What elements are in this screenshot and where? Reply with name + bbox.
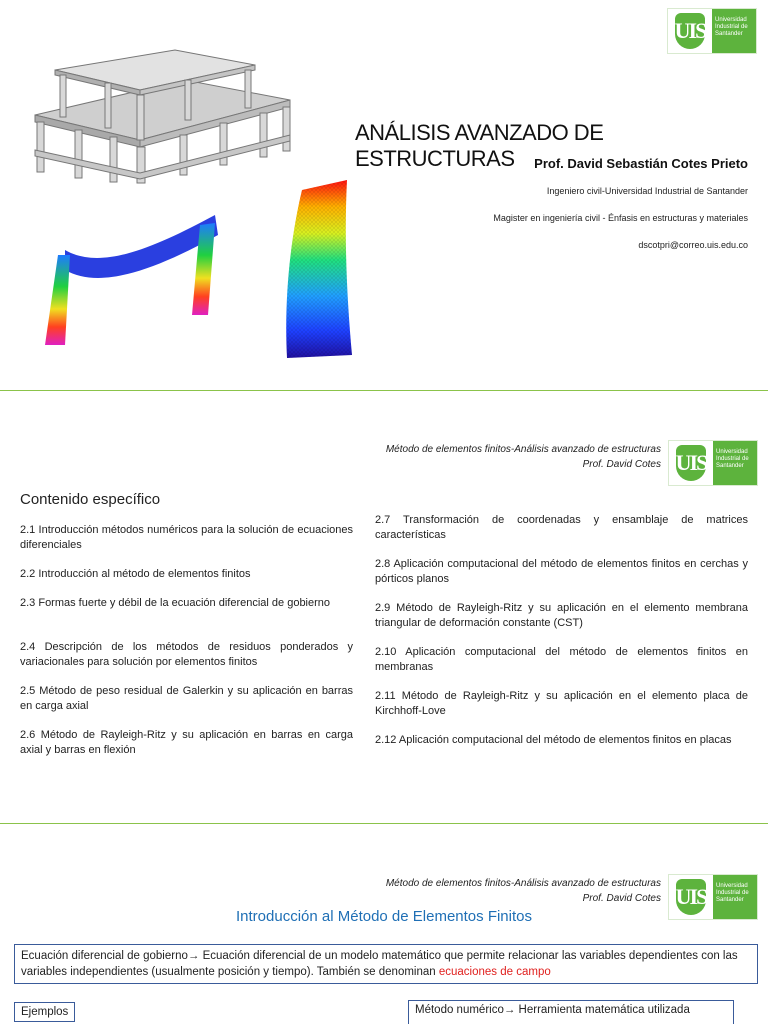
definition-box [14,944,758,984]
list-item: 2.9 Método de Rayleigh-Ritz y su aplicación en el elemento membrana triangular de deformación constante (CST) [375,602,748,629]
numeric-method-box [408,1000,734,1024]
list-item: 2.10 Aplicación computacional del método de elementos finitos en membranas [375,646,748,673]
course-name: Método de elementos finitos-Análisis avanzado de estructuras [385,878,661,889]
university-name: Universidad Industrial de Santander [713,875,757,919]
professor-name: Prof. David Sebastián Cotes Prieto [534,156,748,171]
degree-masters: Magister en ingeniería civil - Énfasis en estructuras y materiales [493,213,748,223]
frame-deformation-image [40,195,220,355]
header-professor: Prof. David Cotes [582,893,661,904]
uis-seal-icon: UIS [669,875,713,919]
examples-box [14,1002,75,1022]
numeric-term: Método numérico [415,1004,504,1016]
list-item: 2.5 Método de peso residual de Galerkin y su aplicación en barras en carga axial [20,685,353,712]
list-item: 2.6 Método de Rayleigh-Ritz y su aplicación en barras en carga axial y barras en flexión [20,729,353,756]
arrow-right-icon: → [187,950,200,962]
slide-divider [0,390,768,391]
list-item: 2.12 Aplicación computacional del método de elementos finitos en placas [375,734,732,746]
list-item: 2.4 Descripción de los métodos de residuos ponderados y variacionales para solución por elementos finitos [20,641,353,668]
email-address: dscotpri@correo.uis.edu.co [638,240,748,250]
university-name: Universidad Industrial de Santander [713,441,757,485]
slide-title: Introducción al Método de Elementos Finitos [236,908,532,925]
building-structure-image [15,45,305,185]
section-title: Contenido específico [20,491,161,508]
uis-logo [667,8,757,54]
cover-title: ANÁLISIS AVANZADO DE ESTRUCTURAS [355,120,604,171]
list-item: 2.2 Introducción al método de elementos finitos [20,568,251,580]
university-name: Universidad Industrial de Santander [712,9,756,53]
header-professor: Prof. David Cotes [582,459,661,470]
slide-divider [0,823,768,824]
course-header [386,442,661,472]
definition-term: Ecuación diferencial de gobierno [21,950,188,962]
list-item: 2.7 Transformación de coordenadas y ensamblaje de matrices características [375,514,748,541]
slide-cover [0,0,768,390]
list-item: 2.1 Introducción métodos numéricos para la solución de ecuaciones diferenciales [20,524,353,551]
arrow-right-icon: → [503,1004,516,1016]
degree-undergrad: Ingeniero civil-Universidad Industrial de Santander [546,186,748,196]
list-item: 2.11 Método de Rayleigh-Ritz y su aplicación en el elemento placa de Kirchhoff-Love [375,690,748,717]
definition-text: Ecuación diferencial de un modelo matemático que permite relacionar las variables dependientes con las variables independientes (usualmente posición y tiempo). También se denominan [21,950,738,978]
uis-seal-icon: UIS [668,9,712,53]
uis-logo [668,440,758,486]
list-item: 2.3 Formas fuerte y débil de la ecuación diferencial de gobierno [20,597,331,609]
course-header [386,876,661,906]
uis-seal-icon: UIS [669,441,713,485]
course-name: Método de elementos finitos-Análisis avanzado de estructuras [385,444,661,455]
definition-highlight: ecuaciones de campo [438,966,551,978]
wall-stress-image [282,180,352,360]
numeric-text: Herramienta matemática utilizada [515,1004,690,1016]
slide-intro [0,828,768,1024]
examples-label: Ejemplos [21,1006,69,1018]
list-item: 2.8 Aplicación computacional del método de elementos finitos en cerchas y pórticos planos [375,558,748,585]
slide-contents [0,395,768,823]
